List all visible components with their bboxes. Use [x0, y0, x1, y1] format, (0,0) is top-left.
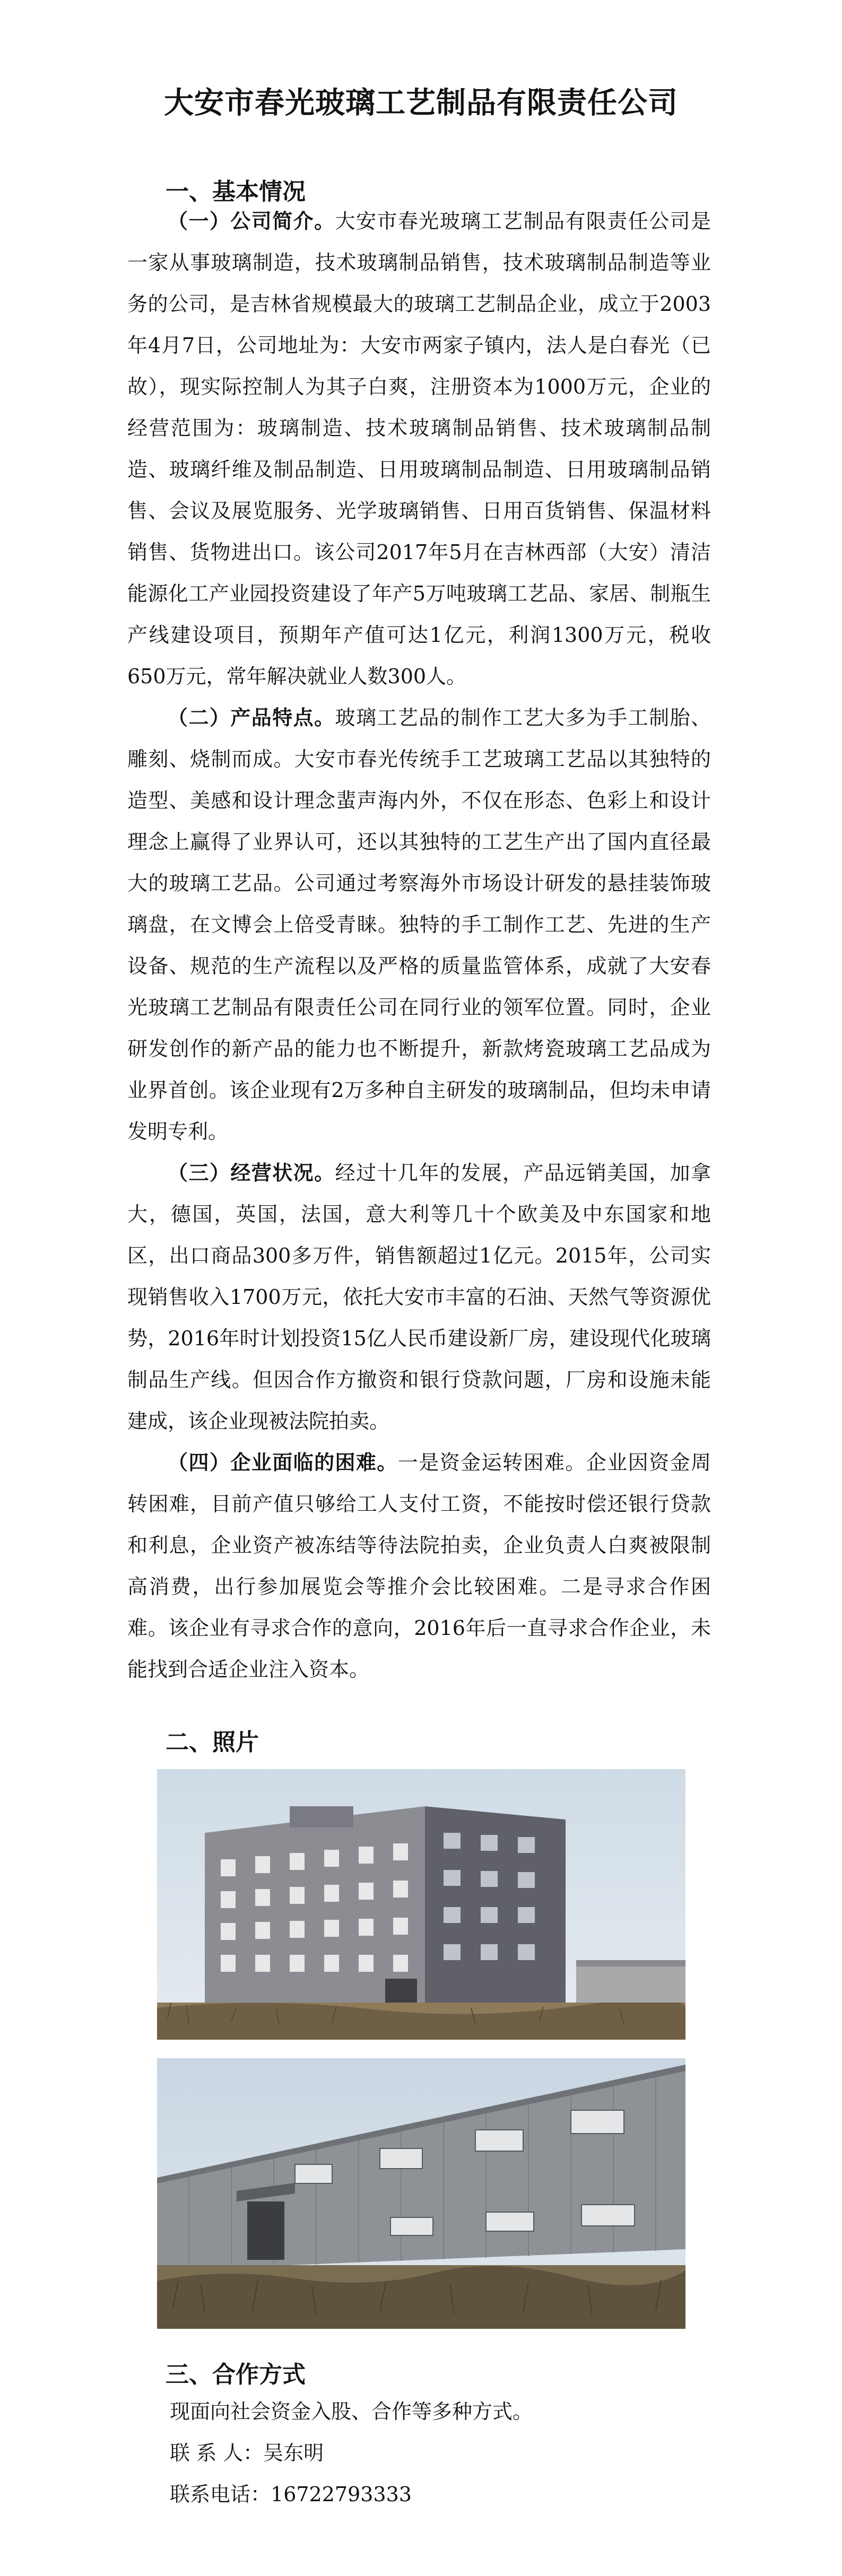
contact-phone-number: 16722793333 [271, 2483, 412, 2506]
basic-info-body [127, 201, 711, 1690]
subheading-difficulties: （四）企业面临的困难。 [168, 1450, 398, 1474]
subheading-operations: （三）经营状况。 [168, 1161, 335, 1185]
contact-person-name: 吴东明 [263, 2441, 324, 2465]
photo-office-building [157, 1769, 685, 2040]
contact-phone-line [170, 2478, 412, 2507]
paragraph-difficulties [127, 1442, 711, 1690]
section-heading-basic: 一、基本情况 [166, 178, 306, 205]
section-heading-photos: 二、照片 [166, 1729, 259, 1756]
contact-phone-label: 联系电话： [170, 2483, 271, 2506]
contact-person-line [170, 2436, 324, 2466]
paragraph-product-features [127, 697, 711, 1152]
subheading-company-intro: （一）公司简介。 [168, 209, 335, 233]
paragraph-company-intro [127, 201, 711, 697]
product-features-text: 玻璃工艺品的制作工艺大多为手工制胎、雕刻、烧制而成。大安市春光传统手工艺玻璃工艺品以其独特的造型、美感和设计理念蜚声海内外，不仅在形态、色彩上和设计理念上赢得了业界认可，还以其独特的工艺生产出了国内直径最大的玻璃工艺品。公司通过考察海外市场设计研发的悬挂装饰玻璃盘，在文博会上倍受青睐。独特的手工制作工艺、先进的生产设备、规范的生产流程以及严格的质量监管体系，成就了大安春光玻璃工艺制品有限责任公司在同行业的领军位置。同时，企业研发创作的新产品的能力也不断提升，新款烤瓷玻璃工艺品成为业界首创。该企业现有2万多种自主研发的玻璃制品，但均未申请发明专利。 [127, 706, 711, 1143]
contact-person-label: 联 系 人： [170, 2441, 264, 2465]
operations-text: 经过十几年的发展，产品远销美国，加拿大，德国，英国，法国，意大利等几十个欧美及中东国家和地区，出口商品300多万件，销售额超过1亿元。2015年，公司实现销售收入1700万元，依托大安市丰富的石油、天然气等资源优势，2016年时计划投资15亿人民币建设新厂房，建设现代化玻璃制品生产线。但因合作方撤资和银行贷款问题，厂房和设施未能建成，该企业现被法院拍卖。 [127, 1161, 711, 1433]
photo-factory-building [157, 2058, 685, 2329]
subheading-product-features: （二）产品特点。 [168, 706, 335, 729]
company-intro-text: 大安市春光玻璃工艺制品有限责任公司是一家从事玻璃制造，技术玻璃制品销售，技术玻璃制品制造等业务的公司，是吉林省规模最大的玻璃工艺制品企业，成立于2003年4月7日，公司地址为：大安市两家子镇内，法人是白春光（已故），现实际控制人为其子白爽，注册资本为1000万元，企业的经营范围为：玻璃制造、技术玻璃制品销售、技术玻璃制品制造、玻璃纤维及制品制造、日用玻璃制品制造、日用玻璃制品销售、会议及展览服务、光学玻璃销售、日用百货销售、保温材料销售、货物进出口。该公司2017年5月在吉林西部（大安）清洁能源化工产业园投资建设了年产5万吨玻璃工艺品、家居、制瓶生产线建设项目，预期年产值可达1亿元，利润1300万元，税收650万元，常年解决就业人数300人。 [127, 210, 711, 688]
cooperation-text: 现面向社会资金入股、合作等多种方式。 [170, 2400, 533, 2423]
paragraph-operations [127, 1152, 711, 1442]
document-title: 大安市春光玻璃工艺制品有限责任公司 [164, 85, 678, 120]
difficulties-text: 一是资金运转困难。企业因资金周转困难，目前产值只够给工人支付工资，不能按时偿还银行贷款和利息，企业资产被冻结等待法院拍卖，企业负责人白爽被限制高消费，出行参加展览会等推介会比较困难。二是寻求合作困难。该企业有寻求合作的意向，2016年后一直寻求合作企业，未能找到合适企业注入资本。 [127, 1451, 711, 1681]
section-heading-cooperation: 三、合作方式 [166, 2361, 306, 2388]
